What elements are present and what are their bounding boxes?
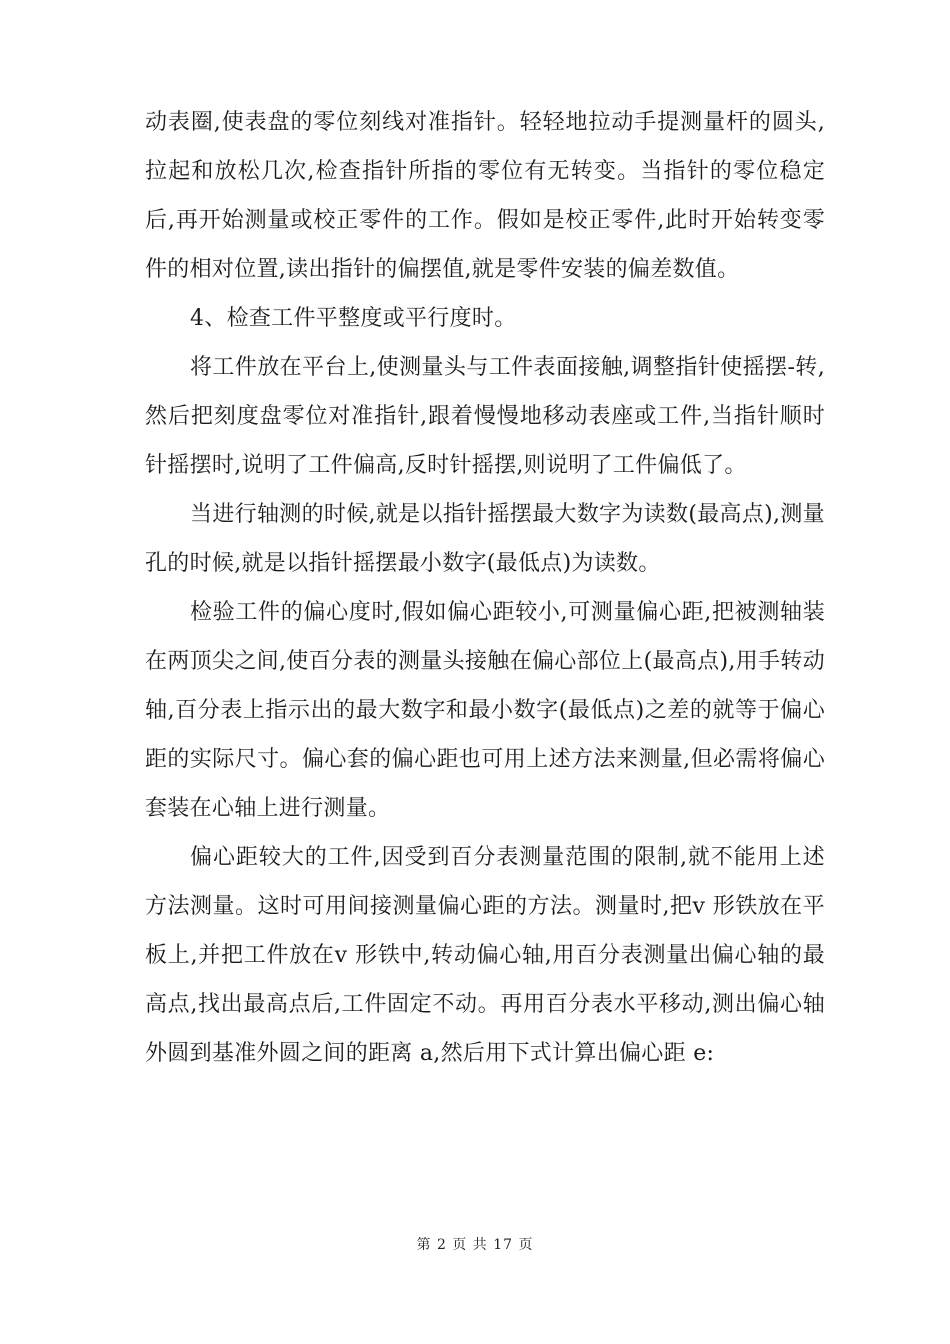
- document-body: [145, 98, 825, 1078]
- section-heading-4: 4、检查工件平整度或平行度时。: [190, 306, 517, 331]
- paragraph-eccentricity-large: 偏心距较大的工件,因受到百分表测量范围的限制,就不能用上述方法测量。这时可用间接测量偏心距的方法。测量时,把v 形铁放在平板上,并把工件放在v 形铁中,转动偏心轴,用百分表测量出偏心轴的最高点,找出最高点后,工件固定不动。再用百分表水平移动,测出偏心轴外圆到基准外圆之间的距离 a,然后用下式计算出偏心距 e:: [145, 845, 825, 1066]
- page-number-footer: 第 2 页 共 17 页: [416, 1237, 534, 1253]
- paragraph-continued: 动表圈,使表盘的零位刻线对准指针。轻轻地拉动手提测量杆的圆头,拉起和放松几次,检查指针所指的零位有无转变。当指针的零位稳定后,再开始测量或校正零件的工作。假如是校正零件,此时开始转变零件的相对位置,读出指针的偏摆值,就是零件安装的偏差数值。: [145, 110, 825, 282]
- paragraph-eccentricity-small: 检验工件的偏心度时,假如偏心距较小,可测量偏心距,把被测轴装在两顶尖之间,使百分表的测量头接触在偏心部位上(最高点),用手转动轴,百分表上指示出的最大数字和最小数字(最低点)之差的就等于偏心距的实际尺寸。偏心套的偏心距也可用上述方法来测量,但必需将偏心套装在心轴上进行测量。: [145, 600, 825, 821]
- paragraph-shaft-reading: 当进行轴测的时候,就是以指针摇摆最大数字为读数(最高点),测量孔的时候,就是以指针摇摆最小数字(最低点)为读数。: [145, 502, 825, 576]
- paragraph-flatness: 将工件放在平台上,使测量头与工件表面接触,调整指针使摇摆-转,然后把刻度盘零位对准指针,跟着慢慢地移动表座或工件,当指针顺时针摇摆时,说明了工件偏高,反时针摇摆,则说明了工件偏低了。: [145, 355, 825, 478]
